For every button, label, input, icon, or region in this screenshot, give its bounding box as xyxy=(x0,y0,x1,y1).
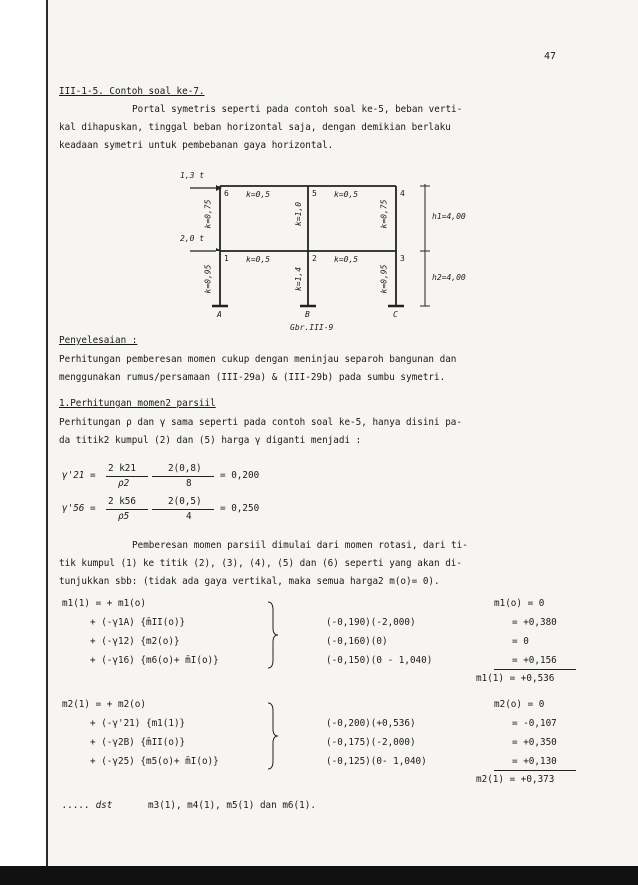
scan-bottom-edge xyxy=(0,866,638,885)
gamma21-result: = 0,200 xyxy=(220,470,260,481)
curly-brace-1 xyxy=(266,600,280,670)
gamma56-num2: 2(0,5) xyxy=(168,496,202,507)
block1-row-4: + (-γ16) {m6(o)+ m̄I(o)} xyxy=(90,655,219,666)
partial-line-2: da titik2 kumpul (2) dan (5) harga γ diganti menjadi : xyxy=(59,435,362,446)
k-col-right-top: k=0,75 xyxy=(379,199,389,229)
fraction-bar xyxy=(152,509,214,510)
k-beam-top-left: k=0,5 xyxy=(246,190,271,199)
k-beam-top-right: k=0,5 xyxy=(334,190,359,199)
gamma56-result: = 0,250 xyxy=(220,503,260,514)
block1-right-2: = +0,380 xyxy=(512,617,557,628)
heading-partial-moments: 1.Perhitungan momen2 parsiil xyxy=(59,398,216,409)
k-col-mid-bot: k=1,4 xyxy=(294,266,304,292)
load-top-label: 1,3 t xyxy=(180,171,205,180)
curly-brace-2 xyxy=(266,701,280,771)
k-col-mid-top: k=1,0 xyxy=(294,201,304,227)
page-edge-line xyxy=(46,0,48,885)
gamma21-lhs: γ'21 = xyxy=(62,470,96,481)
heading-example: III-1-5. Contoh soal ke-7. xyxy=(59,86,205,97)
sum-line xyxy=(494,770,576,771)
rotation-line-1: Pemberesan momen parsiil dimulai dari momen rotasi, dari ti- xyxy=(132,540,468,551)
k-beam-bot-left: k=0,5 xyxy=(246,255,271,264)
node-4: 4 xyxy=(400,189,405,198)
gamma21-num: 2 k21 xyxy=(108,463,136,474)
block2-total: m2(1) = +0,373 xyxy=(476,774,555,785)
gamma21-den2: 8 xyxy=(186,478,192,489)
portal-frame-figure xyxy=(150,166,480,341)
h1-label: h1=4,00 xyxy=(432,212,466,221)
block2-mid-4: (-0,125)(0- 1,040) xyxy=(326,756,427,767)
support-b: B xyxy=(305,310,310,319)
support-a: A xyxy=(217,310,222,319)
node-2: 2 xyxy=(312,254,317,263)
block1-row-2: + (-γ1A) {m̄II(o)} xyxy=(90,617,186,628)
intro-line-3: keadaan symetri untuk pembebanan gaya horizontal. xyxy=(59,140,334,151)
node-5: 5 xyxy=(312,189,317,198)
partial-line-1: Perhitungan ρ dan γ sama seperti pada contoh soal ke-5, hanya disini pa- xyxy=(59,417,462,428)
rotation-line-2: tik kumpul (1) ke titik (2), (3), (4), (5) dan (6) seperti yang akan di- xyxy=(59,558,462,569)
block1-right-1: m1(o) = 0 xyxy=(494,598,545,609)
gamma21-num2: 2(0,8) xyxy=(168,463,202,474)
support-c: C xyxy=(393,310,398,319)
block1-row-3: + (-γ12) {m2(o)} xyxy=(90,636,180,647)
block2-right-3: = +0,350 xyxy=(512,737,557,748)
fraction-bar xyxy=(152,476,214,477)
page-number: 47 xyxy=(544,51,557,62)
fraction-bar xyxy=(106,509,148,510)
block2-mid-3: (-0,175)(-2,000) xyxy=(326,737,416,748)
block2-row-1: m2(1) = + m2(o) xyxy=(62,699,146,710)
scan-margin xyxy=(0,0,46,885)
h2-label: h2=4,00 xyxy=(432,273,466,282)
k-col-right-bot: k=0,95 xyxy=(379,264,389,294)
block2-mid-2: (-0,200)(+0,536) xyxy=(326,718,416,729)
block1-right-4: = +0,156 xyxy=(512,655,557,666)
load-mid-label: 2,0 t xyxy=(180,234,205,243)
block1-row-1: m1(1) = + m1(o) xyxy=(62,598,146,609)
intro-line-1: Portal symetris seperti pada contoh soal ke-5, beban verti- xyxy=(132,104,463,115)
sum-line xyxy=(494,669,576,670)
block1-right-3: = 0 xyxy=(512,636,529,647)
k-col-left-bot: k=0,95 xyxy=(203,264,213,294)
block2-right-1: m2(o) = 0 xyxy=(494,699,545,710)
fraction-bar xyxy=(106,476,148,477)
block2-row-3: + (-γ2B) {m̄II(o)} xyxy=(90,737,186,748)
intro-line-2: kal dihapuskan, tinggal beban horizontal saja, dengan demikian berlaku xyxy=(59,122,451,133)
gamma21-den: ρ2 xyxy=(118,478,130,489)
block2-right-2: = -0,107 xyxy=(512,718,557,729)
gamma56-den2: 4 xyxy=(186,511,192,522)
footer-dst: ..... dst xyxy=(62,800,113,811)
node-1: 1 xyxy=(224,254,229,263)
gamma56-lhs: γ'56 = xyxy=(62,503,96,514)
block2-row-2: + (-γ'21) {m1(1)} xyxy=(90,718,186,729)
k-beam-bot-right: k=0,5 xyxy=(334,255,359,264)
block2-row-4: + (-γ25) {m5(o)+ m̄I(o)} xyxy=(90,756,219,767)
footer-rest: m3(1), m4(1), m5(1) dan m6(1). xyxy=(148,800,316,811)
rotation-line-3: tunjukkan sbb: (tidak ada gaya vertikal, maka semua harga2 m(o)= 0). xyxy=(59,576,440,587)
node-3: 3 xyxy=(400,254,405,263)
heading-solution: Penyelesaian : xyxy=(59,335,138,346)
block1-mid-2: (-0,190)(-2,000) xyxy=(326,617,416,628)
k-col-left-top: k=0,75 xyxy=(203,199,213,229)
figure-caption: Gbr.III-9 xyxy=(290,323,334,332)
block1-mid-3: (-0,160)(0) xyxy=(326,636,388,647)
gamma56-den: ρ5 xyxy=(118,511,130,522)
block2-right-4: = +0,130 xyxy=(512,756,557,767)
block1-total: m1(1) = +0,536 xyxy=(476,673,555,684)
block1-mid-4: (-0,150)(0 - 1,040) xyxy=(326,655,433,666)
solution-line-2: menggunakan rumus/persamaan (III-29a) & (III-29b) pada sumbu symetri. xyxy=(59,372,446,383)
node-6: 6 xyxy=(224,189,229,198)
gamma56-num: 2 k56 xyxy=(108,496,136,507)
solution-line-1: Perhitungan pemberesan momen cukup dengan meninjau separoh bangunan dan xyxy=(59,354,457,365)
